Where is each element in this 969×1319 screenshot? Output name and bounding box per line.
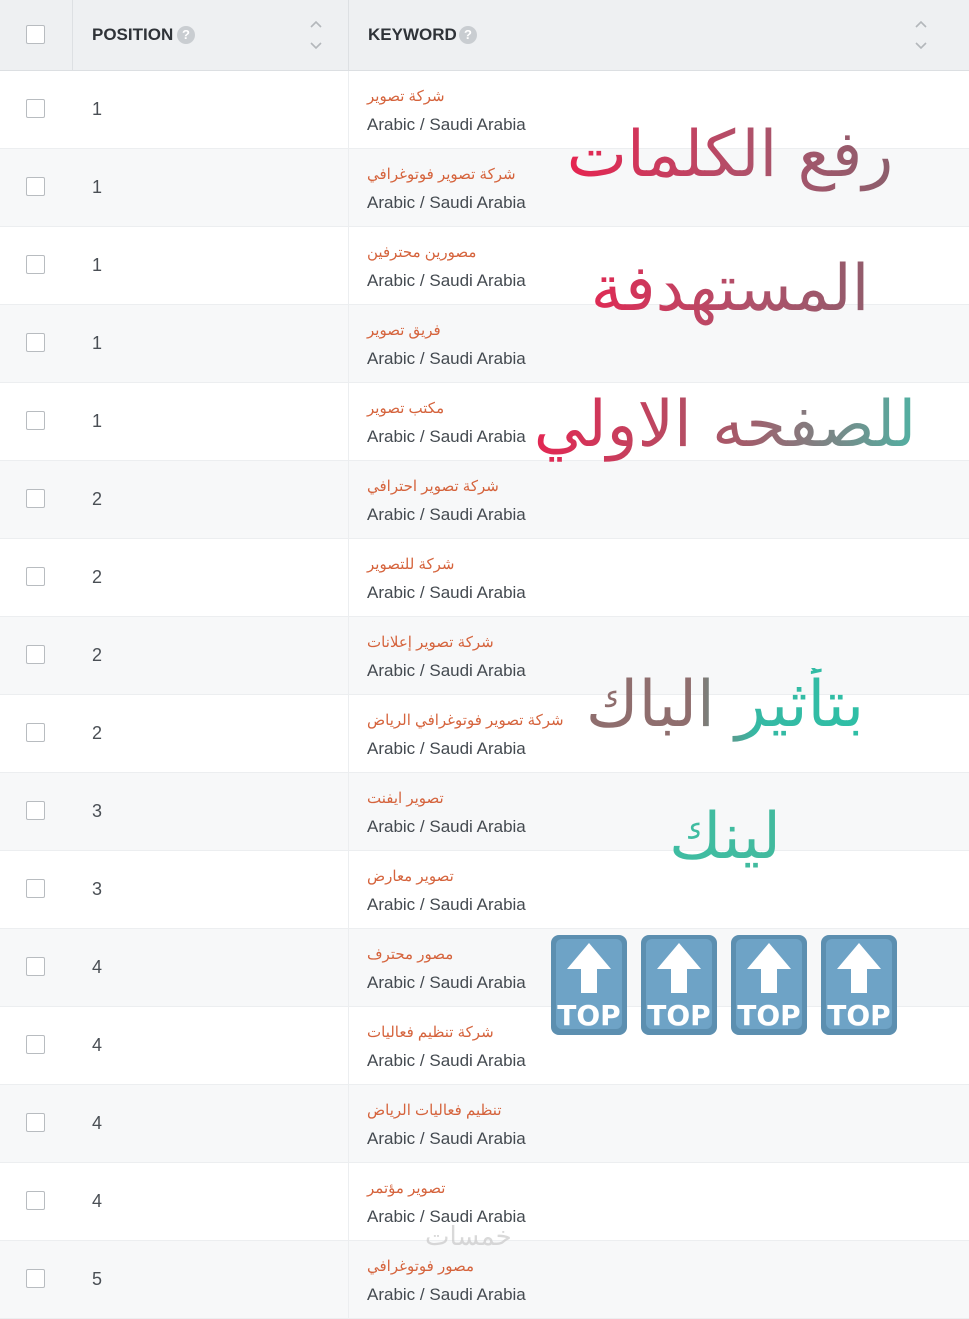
row-checkbox[interactable] (26, 801, 45, 820)
keyword-location: Arabic / Saudi Arabia (367, 349, 526, 368)
position-value: 1 (92, 411, 103, 431)
position-value: 1 (92, 177, 103, 197)
keyword-link[interactable]: شركة تصوير فوتوغرافي الرياض (367, 712, 564, 729)
row-checkbox[interactable] (26, 333, 45, 352)
row-checkbox[interactable] (26, 255, 45, 274)
keyword-location: Arabic / Saudi Arabia (367, 1207, 526, 1226)
row-checkbox[interactable] (26, 1113, 45, 1132)
position-value: 4 (92, 1035, 103, 1055)
keyword-link[interactable]: شركة تصوير فوتوغرافي (367, 166, 516, 183)
position-value: 5 (92, 1269, 103, 1289)
keyword-header-label: KEYWORD (368, 25, 457, 44)
position-value: 3 (92, 879, 103, 899)
keyword-link[interactable]: مكتب تصوير (367, 400, 445, 417)
position-header-label: POSITION (92, 25, 174, 44)
keyword-location: Arabic / Saudi Arabia (367, 427, 526, 446)
row-checkbox[interactable] (26, 99, 45, 118)
position-value: 2 (92, 489, 103, 509)
header-checkbox-cell (0, 0, 72, 70)
keyword-location: Arabic / Saudi Arabia (367, 739, 526, 758)
position-sort-icon[interactable] (309, 18, 323, 52)
watermark: خمسات (425, 1222, 512, 1252)
table-row (0, 1241, 969, 1319)
keyword-location: Arabic / Saudi Arabia (367, 817, 526, 836)
position-value: 1 (92, 99, 103, 119)
table-row (0, 1085, 969, 1163)
top-label: TOP (737, 999, 801, 1032)
keyword-location: Arabic / Saudi Arabia (367, 1129, 526, 1148)
position-value: 2 (92, 645, 103, 665)
position-value: 2 (92, 723, 103, 743)
position-value: 1 (92, 255, 103, 275)
row-checkbox[interactable] (26, 723, 45, 742)
keyword-location: Arabic / Saudi Arabia (367, 583, 526, 602)
keyword-link[interactable]: شركة تصوير إعلانات (367, 634, 494, 651)
row-checkbox[interactable] (26, 645, 45, 664)
top-label: TOP (647, 999, 711, 1032)
keyword-location: Arabic / Saudi Arabia (367, 661, 526, 680)
row-checkbox[interactable] (26, 1191, 45, 1210)
keyword-location: Arabic / Saudi Arabia (367, 895, 526, 914)
top-label: TOP (557, 999, 621, 1032)
keyword-sort-icon[interactable] (914, 18, 928, 52)
keyword-link[interactable]: شركة تصوير (367, 88, 445, 105)
row-checkbox[interactable] (26, 1035, 45, 1054)
top-arrow-icon (639, 933, 719, 1037)
keyword-help-icon[interactable]: ? (459, 26, 477, 44)
keyword-link[interactable]: شركة تصوير احترافي (367, 478, 499, 495)
keyword-location: Arabic / Saudi Arabia (367, 1285, 526, 1304)
row-checkbox[interactable] (26, 411, 45, 430)
top-arrow-icon (729, 933, 809, 1037)
keyword-link[interactable]: تصوير مؤتمر (367, 1180, 446, 1197)
position-value: 1 (92, 333, 103, 353)
row-checkbox[interactable] (26, 567, 45, 586)
keyword-link[interactable]: تصوير معارض (367, 868, 454, 885)
overlay-line-4: بتأثير الباك (570, 668, 880, 742)
keyword-link[interactable]: مصور فوتوغرافي (367, 1258, 475, 1275)
position-value: 3 (92, 801, 103, 821)
keyword-link[interactable]: مصور محترف (367, 946, 454, 963)
overlay-line-1: رفع الكلمات (560, 118, 900, 192)
keyword-location: Arabic / Saudi Arabia (367, 1051, 526, 1070)
top-arrow-icon (819, 933, 899, 1037)
keyword-link[interactable]: تصوير ايفنت (367, 790, 444, 807)
keyword-column-header[interactable] (348, 0, 969, 70)
keyword-location: Arabic / Saudi Arabia (367, 973, 526, 992)
keyword-link[interactable]: شركة للتصوير (367, 556, 455, 573)
position-value: 4 (92, 957, 103, 977)
table-row (0, 539, 969, 617)
top-label: TOP (827, 999, 891, 1032)
position-column-header[interactable] (72, 0, 349, 70)
keyword-location: Arabic / Saudi Arabia (367, 193, 526, 212)
position-value: 2 (92, 567, 103, 587)
position-value: 4 (92, 1113, 103, 1133)
row-checkbox[interactable] (26, 957, 45, 976)
row-checkbox[interactable] (26, 177, 45, 196)
row-checkbox[interactable] (26, 1269, 45, 1288)
overlay-line-5: لينك (610, 800, 840, 874)
keyword-link[interactable]: تنظيم فعاليات الرياض (367, 1102, 502, 1119)
row-checkbox[interactable] (26, 879, 45, 898)
table-row (0, 461, 969, 539)
row-checkbox[interactable] (26, 489, 45, 508)
overlay-line-3: للصفحه الاولي (530, 388, 920, 462)
overlay-line-2: المستهدفة (560, 252, 900, 326)
keyword-link[interactable]: فريق تصوير (367, 322, 441, 339)
keyword-link[interactable]: مصورين محترفين (367, 244, 477, 261)
keyword-location: Arabic / Saudi Arabia (367, 115, 526, 134)
select-all-checkbox[interactable] (26, 25, 45, 44)
table-header (0, 0, 969, 71)
keyword-link[interactable]: شركة تنظيم فعاليات (367, 1024, 494, 1041)
keyword-location: Arabic / Saudi Arabia (367, 505, 526, 524)
position-value: 4 (92, 1191, 103, 1211)
top-arrow-icon (549, 933, 629, 1037)
keyword-location: Arabic / Saudi Arabia (367, 271, 526, 290)
position-help-icon[interactable]: ? (177, 26, 195, 44)
